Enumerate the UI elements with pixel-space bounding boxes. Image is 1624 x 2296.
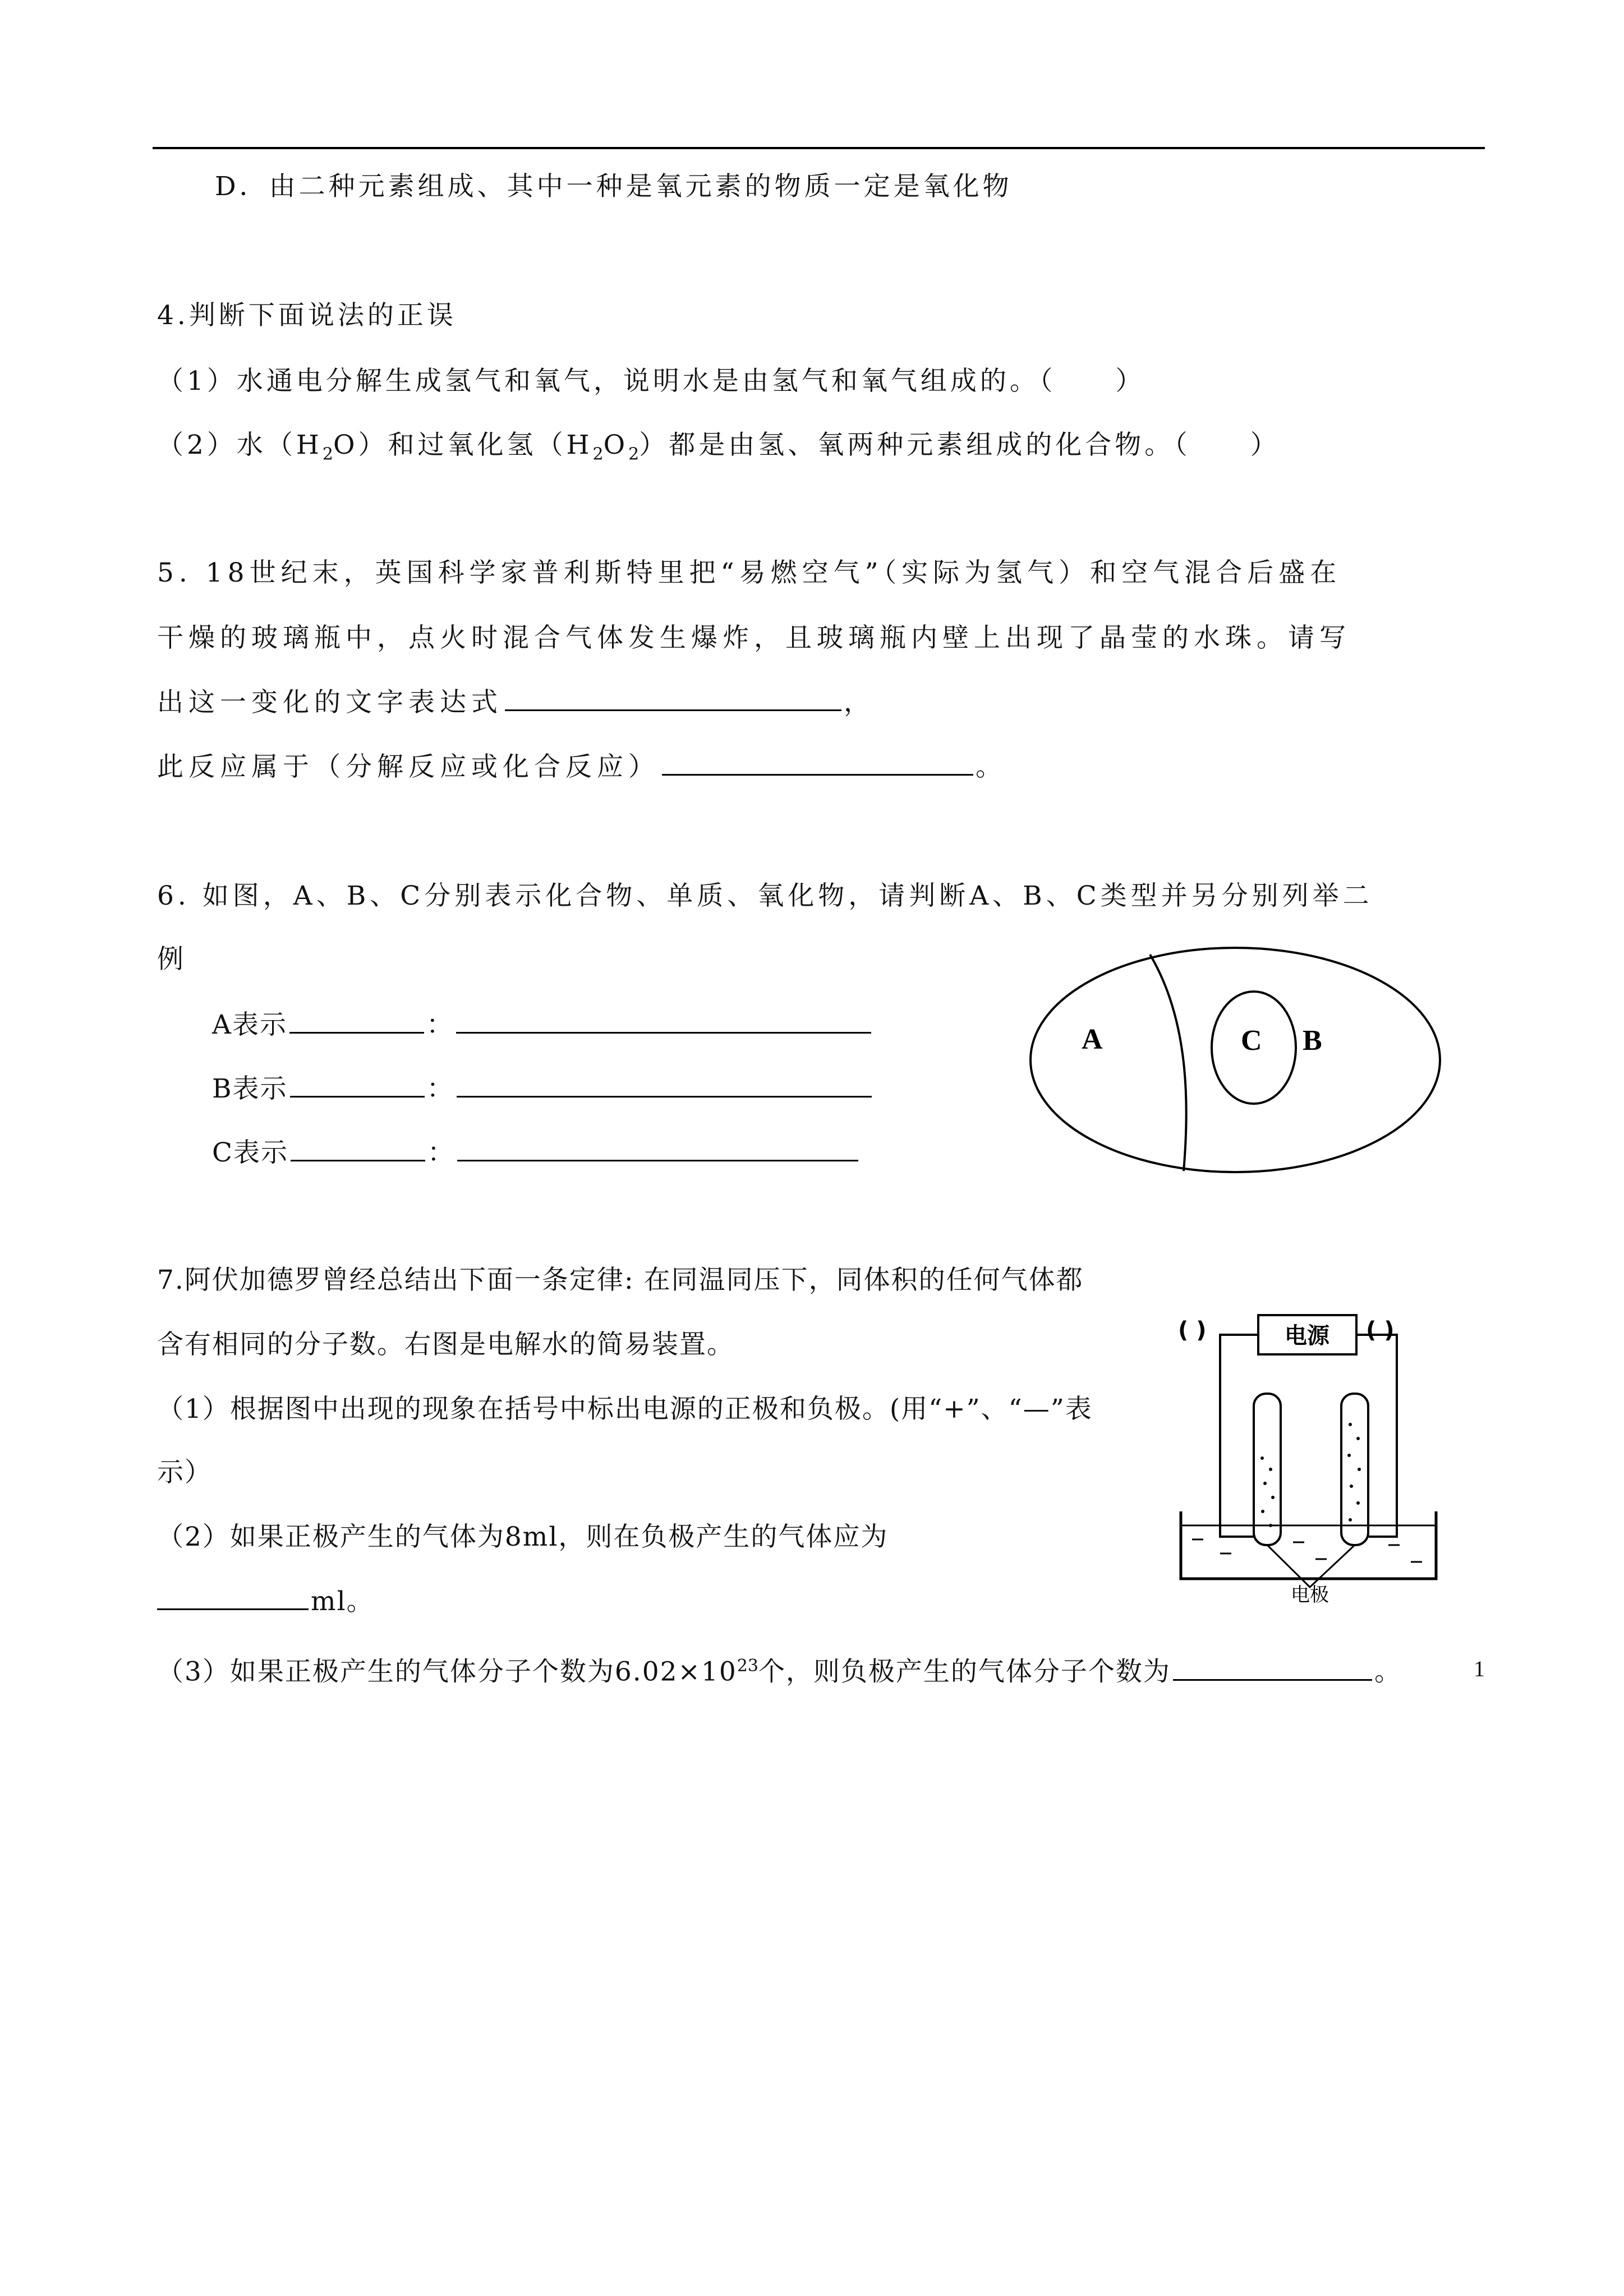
diagram-label-c: C xyxy=(1241,1025,1262,1057)
electrode-label: 电极 xyxy=(1291,1584,1329,1604)
diagram-label-b: B xyxy=(1303,1025,1322,1057)
q6-a-example-blank[interactable] xyxy=(456,1009,871,1034)
q7-item3: （3）如果正极产生的气体分子个数为$6.02\times 10^{23}$个，则负极产生的气体分子个数为 。 xyxy=(157,1656,1402,1688)
q7-line2: 含有相同的分子数。右图是电解水的简易装置。 xyxy=(157,1329,734,1360)
q6-a-row: A表示 ： xyxy=(212,1009,873,1041)
diagram-label-a: A xyxy=(1082,1023,1103,1055)
header-rule xyxy=(153,147,1485,149)
q7-item2: （2）如果正极产生的气体为8ml，则在负极产生的气体应为 xyxy=(157,1522,889,1552)
q4-item2: （2）水$(H_2O)$和过氧化氢$(H_2O_2)$都是由氢、氧两种元素组成的化合物。（ ） xyxy=(157,430,1280,464)
q6-c-row: C表示 ： xyxy=(212,1137,861,1169)
q7-electrolysis-apparatus xyxy=(1175,1290,1456,1604)
q6-a-type-blank[interactable] xyxy=(289,1009,424,1034)
q5-blank-expression[interactable] xyxy=(505,687,841,711)
q6-line2: 例 xyxy=(157,944,187,975)
q4-item1: （1）水通电分解生成氢气和氧气，说明水是由氢气和氧气组成的。（ ） xyxy=(157,366,1145,397)
left-polarity-bracket: ( ) xyxy=(1178,1317,1207,1343)
q6-venn-diagram xyxy=(1015,937,1464,1183)
right-polarity-bracket: ( ) xyxy=(1366,1317,1395,1343)
q6-b-example-blank[interactable] xyxy=(457,1073,872,1098)
q7-volume-blank[interactable] xyxy=(157,1586,309,1610)
q4-title: 4.判断下面说法的正误 xyxy=(157,300,457,331)
q5-blank-reaction-type[interactable] xyxy=(662,751,973,776)
q5-line3: 出这一变化的文字表达式 ， xyxy=(157,687,875,718)
q7-molecule-count-blank[interactable] xyxy=(1173,1657,1372,1681)
q3-option-d: D．由二种元素组成、其中一种是氧元素的物质一定是氧化物 xyxy=(215,171,1013,202)
left-test-tube xyxy=(1254,1394,1281,1545)
q6-b-row: B表示 ： xyxy=(212,1073,874,1105)
page-number: 1 xyxy=(1474,1656,1485,1681)
q5-line2: 干燥的玻璃瓶中，点火时混合气体发生爆炸，且玻璃瓶内壁上出现了晶莹的水珠。请写 xyxy=(157,623,1351,653)
q5-line1: 5. 18世纪末，英国科学家普利斯特里把“易燃空气”（实际为氢气）和空气混合后盛在 xyxy=(157,557,1342,588)
q6-b-type-blank[interactable] xyxy=(290,1073,425,1098)
q7-item1: （1）根据图中出现的现象在括号中标出电源的正极和负极。(用“+”、“—”表 xyxy=(157,1394,1093,1424)
q5-line4: 此反应属于（分解反应或化合反应） 。 xyxy=(157,751,1007,782)
q7-line1: 7.阿伏加德罗曾经总结出下面一条定律: 在同温同压下，同体积的任何气体都 xyxy=(157,1265,1084,1295)
q6-line1: 6. 如图，A、B、C分别表示化合物、单质、氧化物，请判断A、B、C类型并另分别列举二 xyxy=(157,880,1373,911)
right-test-tube xyxy=(1341,1394,1368,1545)
q6-c-type-blank[interactable] xyxy=(291,1137,425,1161)
q7-item2-answer: ml。 xyxy=(157,1586,374,1617)
power-source-label: 电源 xyxy=(1285,1323,1329,1349)
q6-c-example-blank[interactable] xyxy=(457,1137,858,1161)
q7-item1-cont: 示） xyxy=(157,1457,212,1488)
